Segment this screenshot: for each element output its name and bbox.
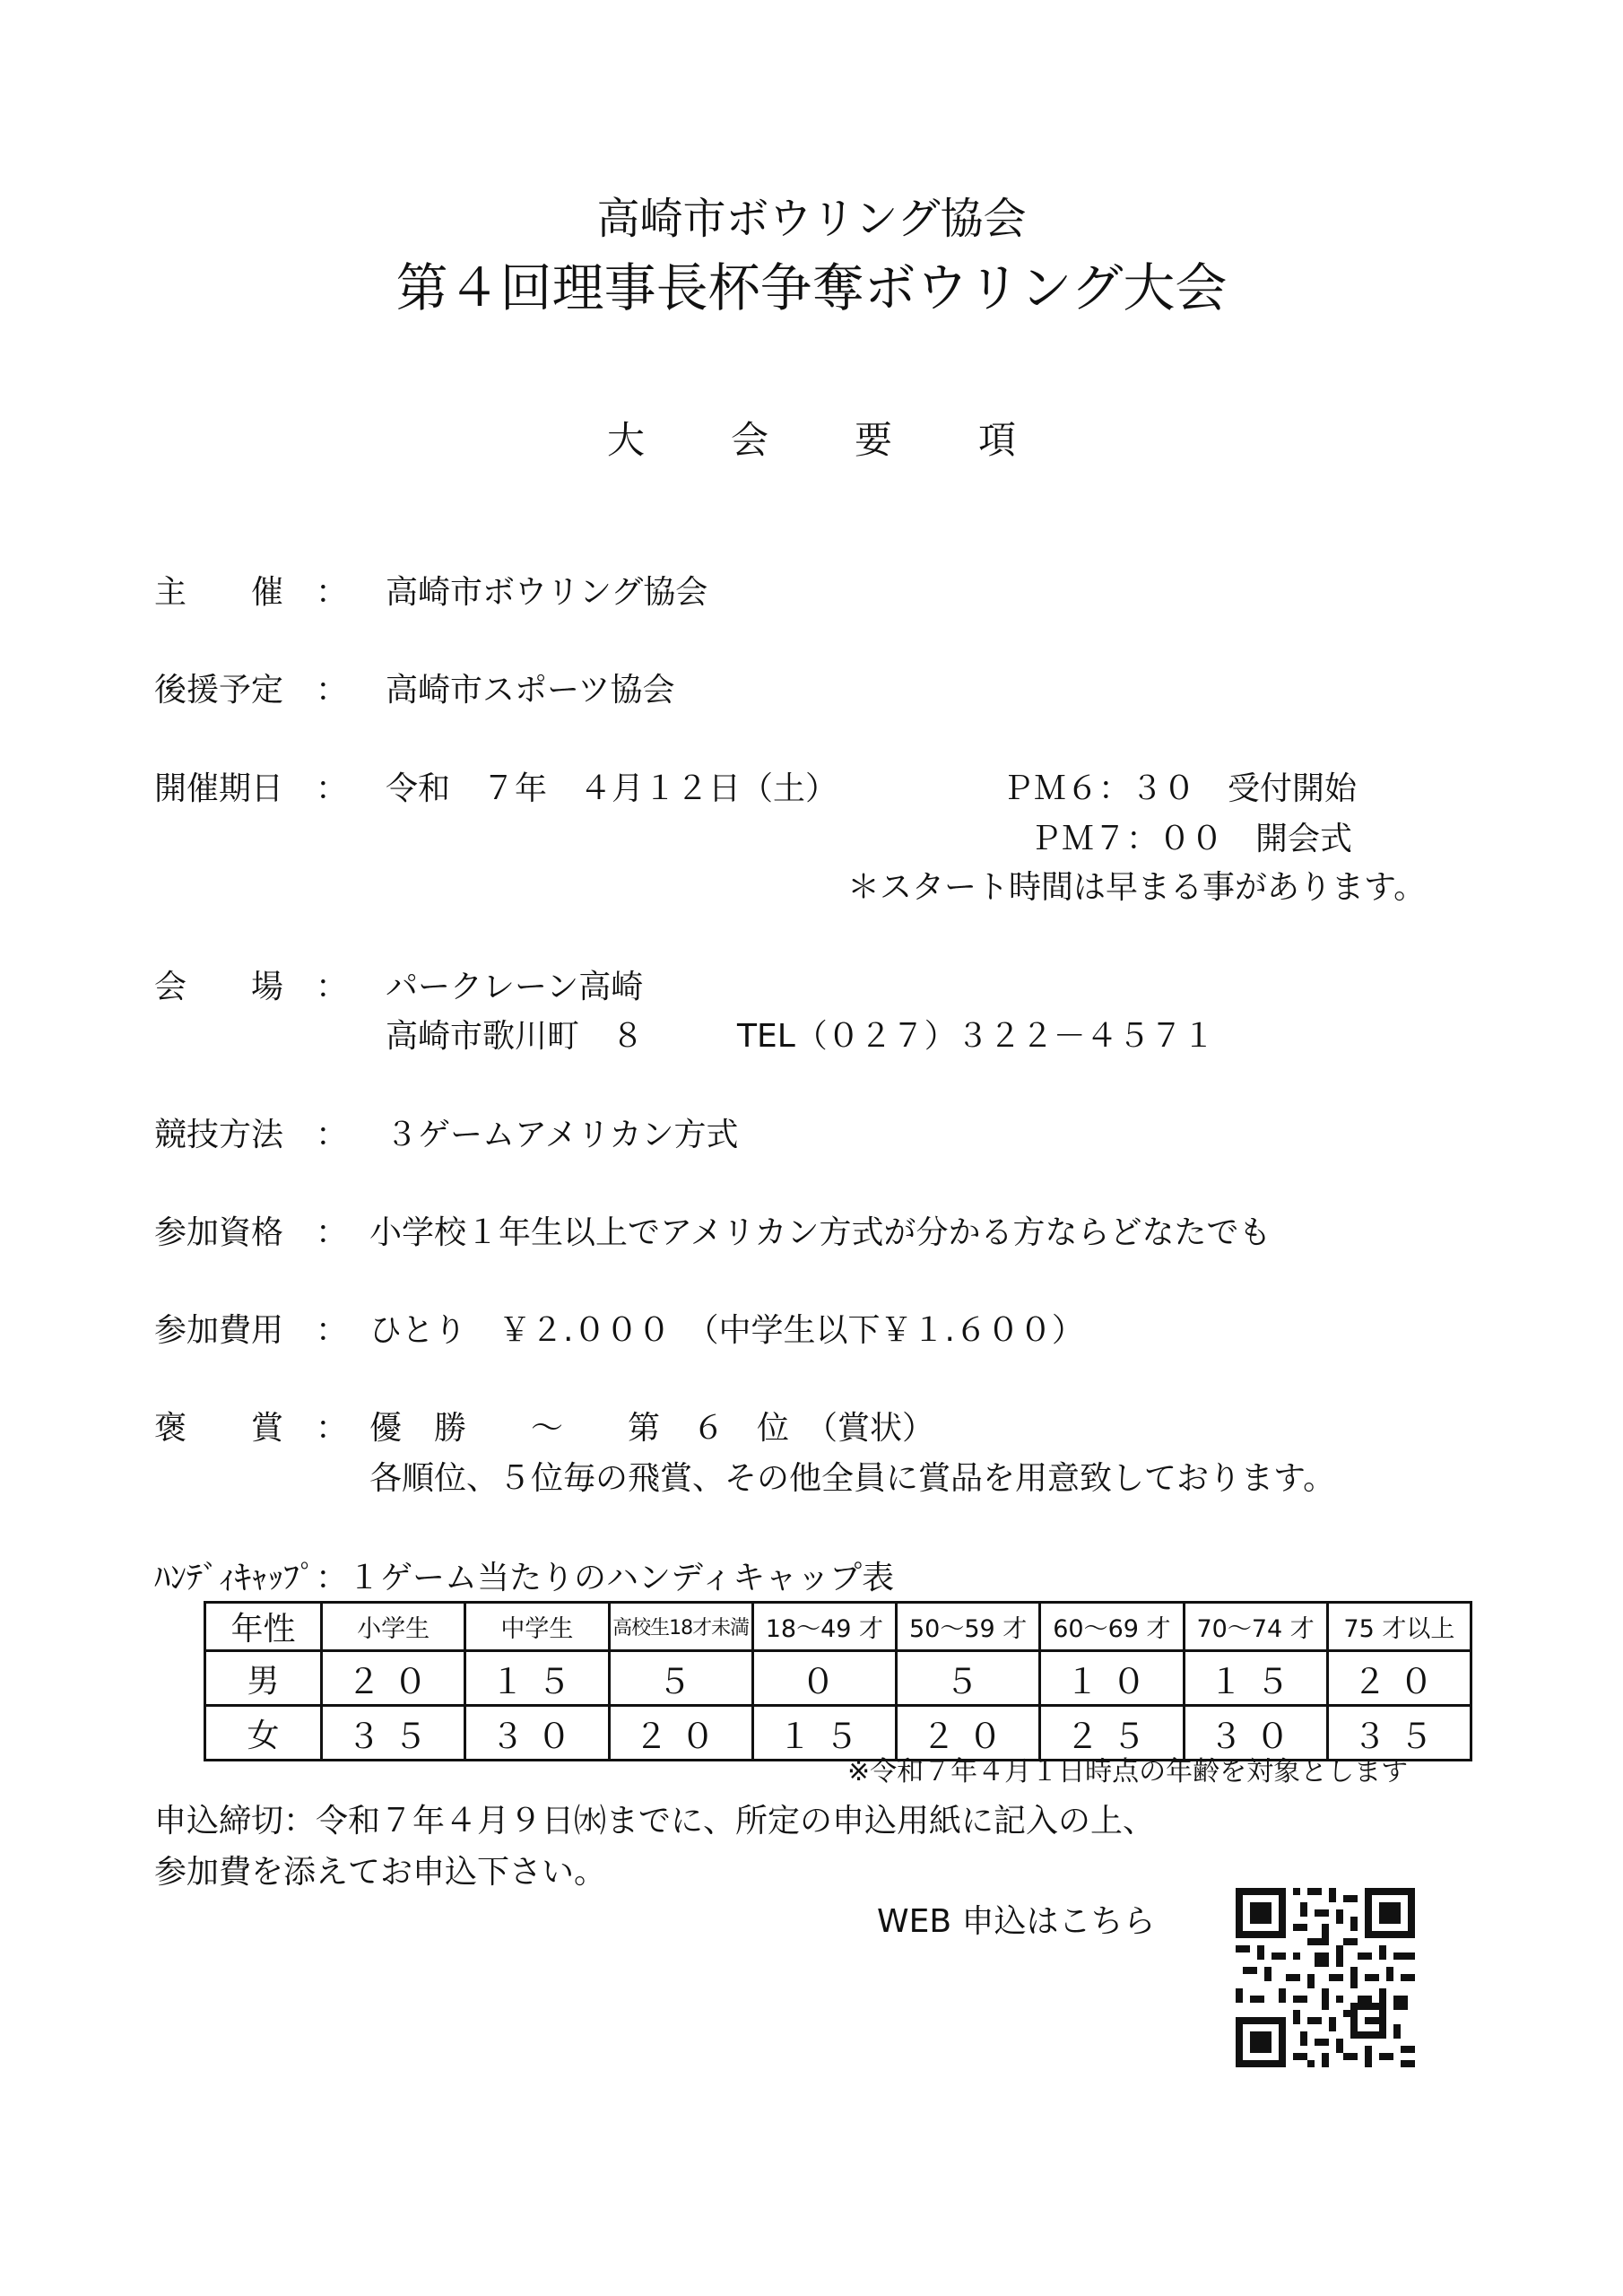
table-header-cell: 高校生18才未満 bbox=[609, 1603, 752, 1651]
award-label: 褒 賞 ： bbox=[154, 1410, 349, 1447]
support-label: 後援予定 ： bbox=[154, 672, 349, 709]
fee-value: ひとり ￥２.０００ （中学生以下￥１.６００） bbox=[369, 1312, 1084, 1349]
table-cell: １５ bbox=[752, 1706, 896, 1761]
table-cell: ０ bbox=[752, 1651, 896, 1706]
table-cell: ３５ bbox=[322, 1706, 465, 1761]
opening-time: ＰＭ７：００ 開会式 bbox=[1029, 821, 1353, 857]
table-cell: １０ bbox=[1040, 1651, 1184, 1706]
table-header-cell: 年性 bbox=[205, 1603, 322, 1651]
table-header-cell: 75 才以上 bbox=[1327, 1603, 1471, 1651]
host-label: 主 催 ： bbox=[154, 574, 349, 611]
date-value: 令和 ７年 ４月１２日（土） bbox=[386, 770, 838, 807]
date-label: 開催期日 ： bbox=[154, 770, 349, 807]
table-cell: １５ bbox=[1184, 1651, 1327, 1706]
award-note: 各順位、５位毎の飛賞、その他全員に賞品を用意致しております。 bbox=[369, 1460, 1336, 1497]
venue-tel: TEL（０２７）３２２－４５７１ bbox=[737, 1018, 1215, 1055]
table-cell: ２０ bbox=[322, 1651, 465, 1706]
table-cell: １５ bbox=[465, 1651, 609, 1706]
table-cell: ５ bbox=[609, 1651, 752, 1706]
web-application-label: WEB 申込はこちら bbox=[877, 1903, 1156, 1940]
table-header-cell: 50～59 才 bbox=[897, 1603, 1040, 1651]
method-label: 競技方法 ： bbox=[154, 1117, 349, 1153]
venue-name: パークレーン高崎 bbox=[386, 969, 644, 1005]
table-cell: ３０ bbox=[465, 1706, 609, 1761]
handicap-table bbox=[204, 1601, 1472, 1761]
host-value: 高崎市ボウリング協会 bbox=[386, 574, 708, 611]
eligibility-label: 参加資格 ： bbox=[154, 1214, 349, 1251]
table-row-label: 男 bbox=[205, 1651, 322, 1706]
table-row-female bbox=[205, 1706, 1471, 1761]
table-row-label: 女 bbox=[205, 1706, 322, 1761]
eligibility-value: 小学校１年生以上でアメリカン方式が分かる方ならどなたでも bbox=[369, 1214, 1271, 1251]
reception-time: ＰＭ６：３０ 受付開始 bbox=[1002, 770, 1358, 807]
table-cell: ２０ bbox=[897, 1706, 1040, 1761]
table-cell: ２０ bbox=[1327, 1651, 1471, 1706]
application-instructions: 参加費を添えてお申込下さい。 bbox=[154, 1854, 607, 1891]
venue-label: 会 場 ： bbox=[154, 969, 349, 1005]
award-value: 優 勝 ～ 第 ６ 位 （賞状） bbox=[369, 1410, 935, 1447]
application-deadline: 申込締切：令和７年４月９日㈬までに、所定の申込用紙に記入の上、 bbox=[154, 1803, 1156, 1839]
table-header-cell: 70～74 才 bbox=[1184, 1603, 1327, 1651]
table-header-cell: 中学生 bbox=[465, 1603, 609, 1651]
table-row-male bbox=[205, 1651, 1471, 1706]
table-header-cell: 60～69 才 bbox=[1040, 1603, 1184, 1651]
method-value: ３ゲームアメリカン方式 bbox=[386, 1117, 739, 1153]
section-title: 大会要項 bbox=[606, 418, 1102, 462]
event-title: 第４回理事長杯争奪ボウリング大会 bbox=[395, 257, 1228, 318]
age-basis-note: ※令和７年４月１日時点の年齢を対象とします bbox=[847, 1756, 1409, 1787]
start-time-note: ＊スタート時間は早まる事があります。 bbox=[847, 869, 1427, 906]
table-cell: ２５ bbox=[1040, 1706, 1184, 1761]
handicap-caption: ﾊﾝﾃﾞｨｷｬｯﾌﾟ：１ゲーム当たりのハンディキャップ表 bbox=[154, 1560, 895, 1596]
table-header-cell: 小学生 bbox=[322, 1603, 465, 1651]
table-header-row bbox=[205, 1603, 1471, 1651]
table-cell: ３０ bbox=[1184, 1706, 1327, 1761]
fee-label: 参加費用 ： bbox=[154, 1312, 349, 1349]
table-header-cell: 18～49 才 bbox=[752, 1603, 896, 1651]
table-cell: ３５ bbox=[1327, 1706, 1471, 1761]
table-cell: ５ bbox=[897, 1651, 1040, 1706]
support-value: 高崎市スポーツ協会 bbox=[386, 672, 675, 709]
organization-title: 高崎市ボウリング協会 bbox=[596, 194, 1027, 244]
qr-code-icon[interactable] bbox=[1236, 1888, 1415, 2067]
table-cell: ２０ bbox=[609, 1706, 752, 1761]
venue-address: 高崎市歌川町 ８ bbox=[386, 1018, 645, 1055]
